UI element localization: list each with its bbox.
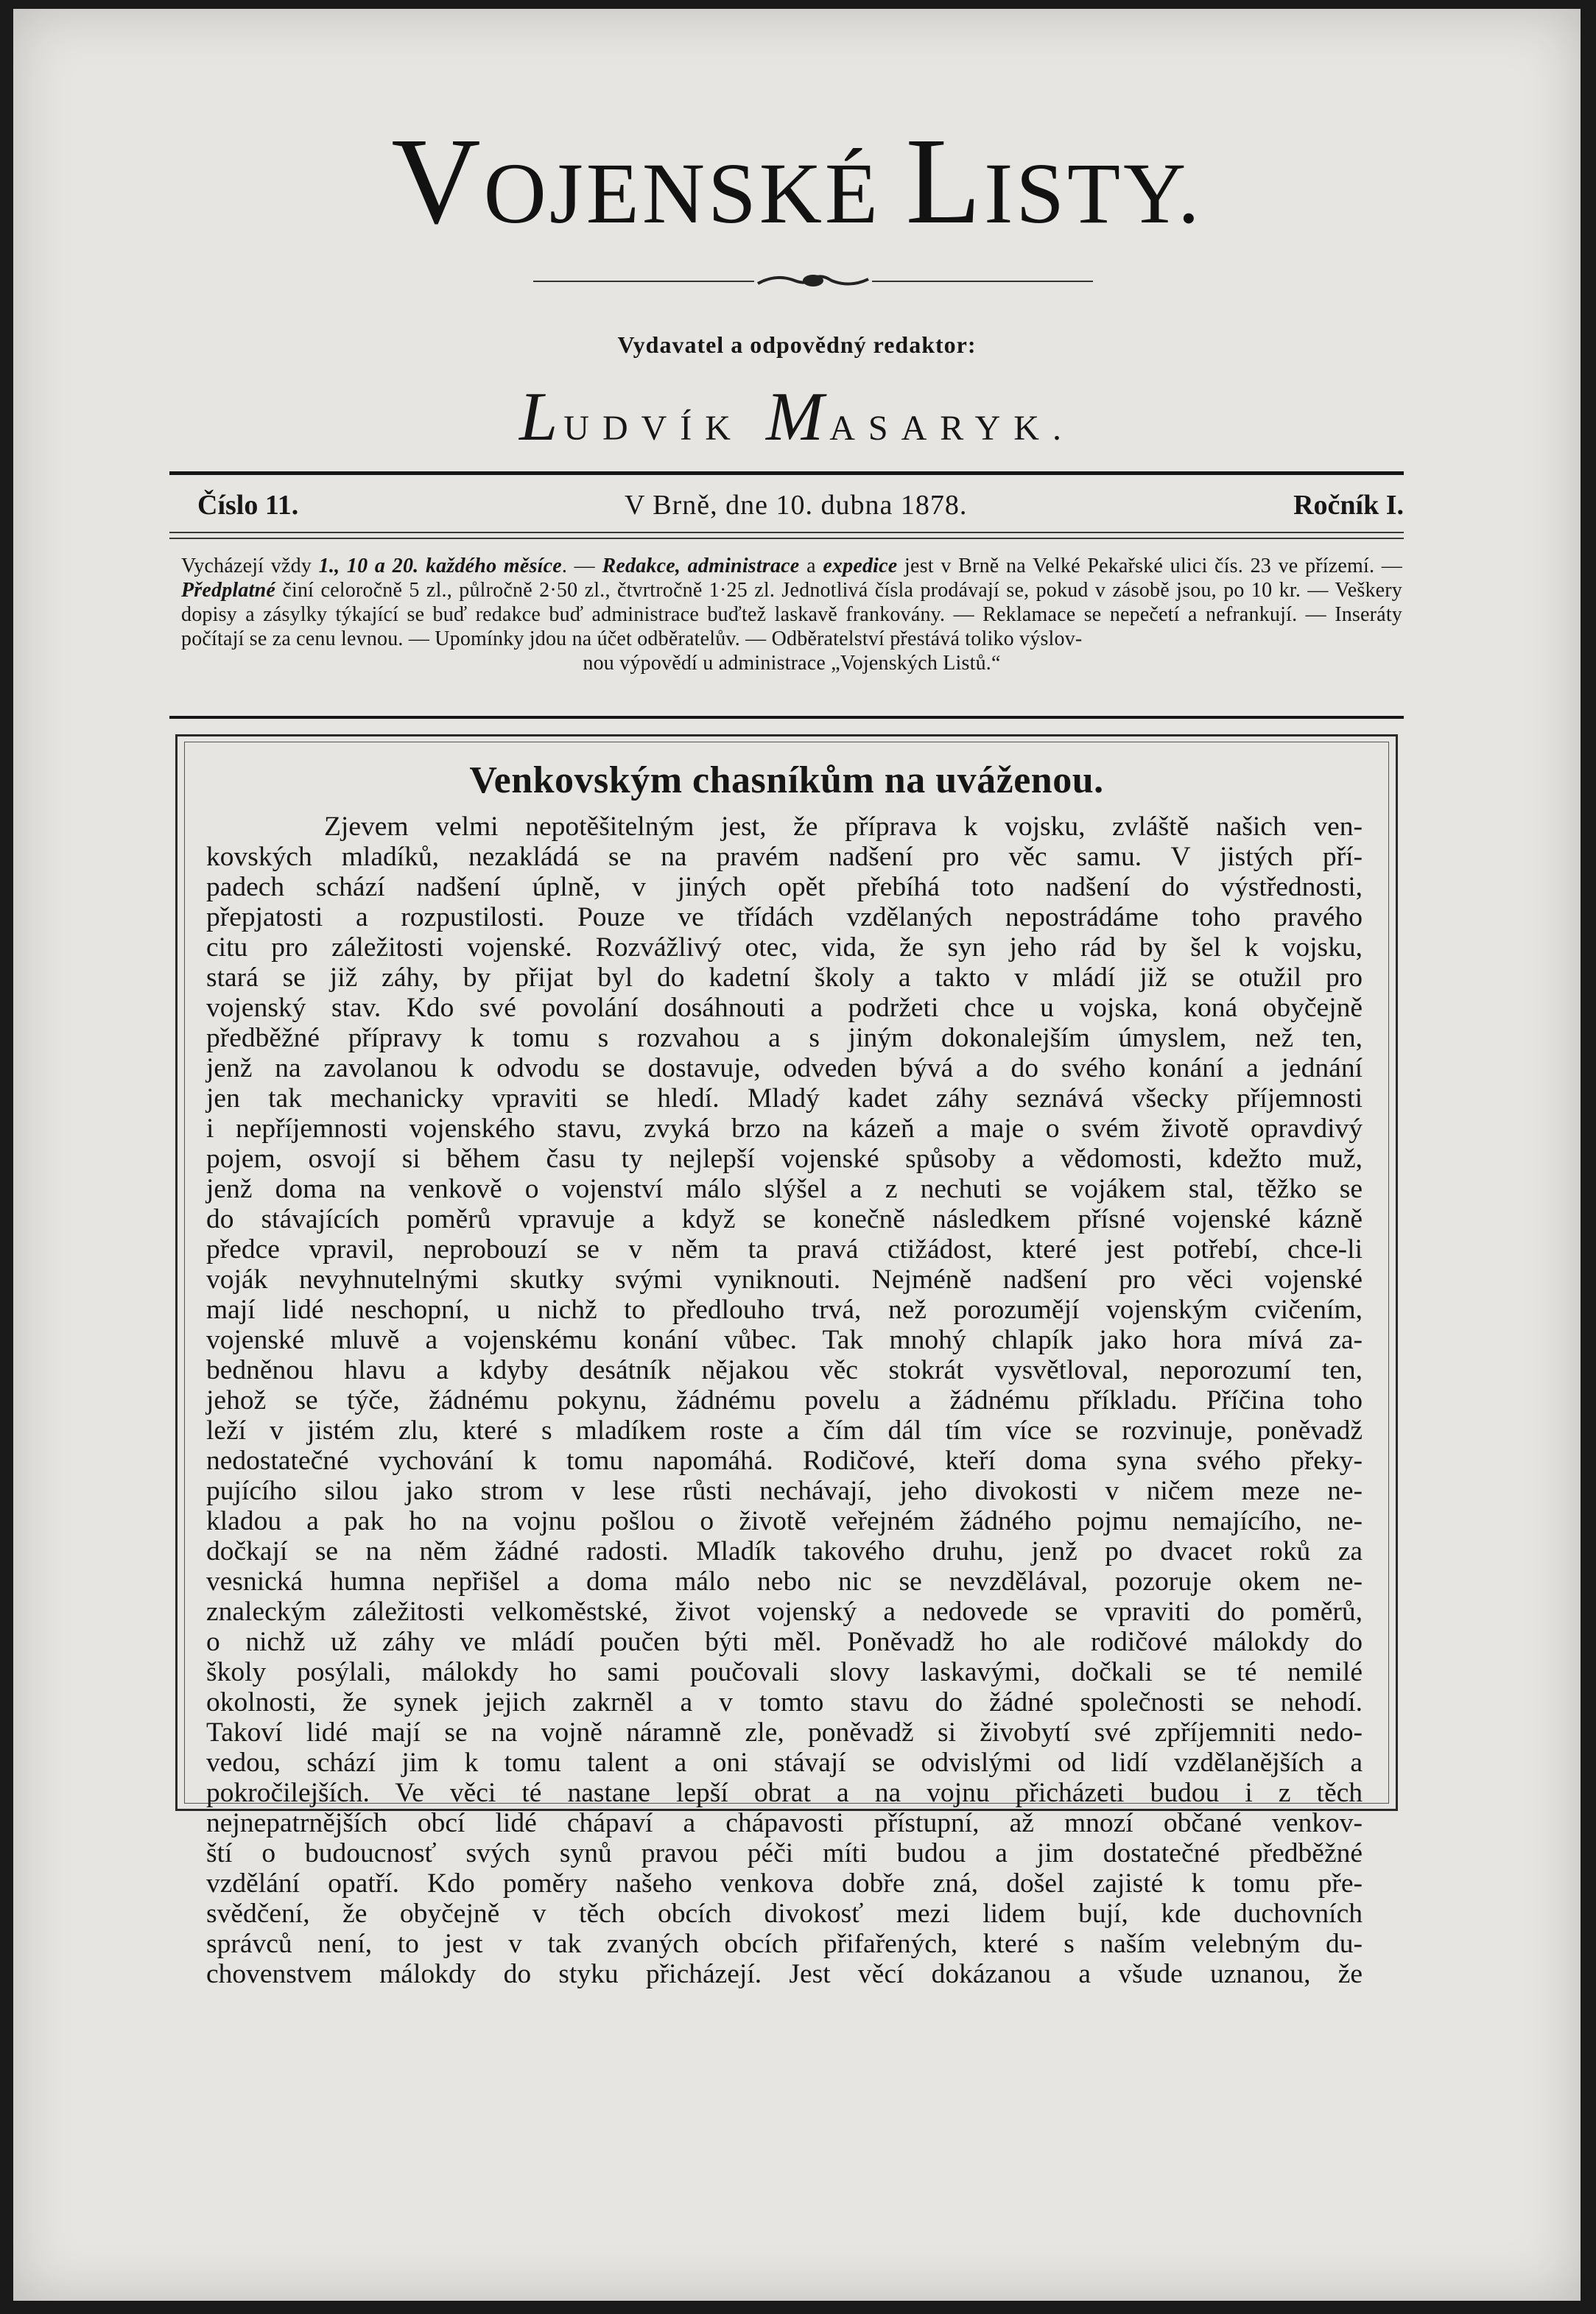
article-line: jenž doma na venkově o vojenství málo slýšel a z nechuti se vojákem stal, těžko se	[206, 1174, 1363, 1204]
article-line: pojem, osvojí si během času ty nejlepší vojenské spůsoby a vědomosti, kdežto muž,	[206, 1144, 1363, 1174]
masthead-title	[13, 113, 1581, 250]
article-line: vesnická humna nepřišel a doma málo nebo nic se nevzdělával, pozoruje okem ne-	[206, 1566, 1363, 1597]
article-title: Venkovským chasníkům na uváženou.	[469, 759, 1104, 801]
article-line: ští o budoucnosť svých synů pravou péči míti budou a jim dostatečné předběžné	[206, 1838, 1363, 1868]
article-line: stará se již záhy, by přijat byl do kadetní školy a takto v mládí již se otužil pro	[206, 963, 1363, 993]
editor-initial-m: M	[765, 379, 830, 455]
notice-paragraph: Vycházejí vždy 1., 10 a 20. každého měsíce. — Redakce, administrace a expedice jest v Brně na Velké Pekařské ulici čís. 23 ve přízemí. — Předplatné činí celoročně 5 zl., půlročně 2·50 zl., čtvrtročně 1·25 zl. Jednotlivá čísla prodávají se, pokud v zásobě jsou, po 10 kr. — Veškery dopisy a zásylky týkající se buď redakce buď administrace buďtež laskavě frankovány. — Reklamace se nepečetí a nefrankují. — Inseráty počítají se za cenu levnou. — Upomínky jdou na účet odběratelův. — Odběratelství přestává toliko výslov-	[181, 555, 1402, 650]
header-rule-middle-2	[169, 538, 1404, 539]
article-line: pokročilejších. Ve věci té nastane lepší obrat a na vojnu přicházeti budou i z těch	[206, 1778, 1363, 1808]
article-line: do stávajících poměrů vpravuje a když se konečně následkem přísné vojenské kázně	[206, 1204, 1363, 1234]
title-word-listy: ISTY.	[984, 145, 1203, 242]
article-line: okolnosti, že synek jejich zakrněl a v tomto stavu do žádné společnosti se nehodí.	[206, 1687, 1363, 1717]
article-line: vedou, schází jim k tomu talent a oni stávají se odvislými od lidí vzdělanějších a	[206, 1748, 1363, 1778]
article-line: předběžné přípravy k tomu s rozvahou a s jiným dokonalejším úmyslem, než ten,	[206, 1023, 1363, 1053]
title-word-vojenske: OJENSKÉ	[483, 145, 882, 242]
article-line: vojenský stav. Kdo své povolání dosáhnouti a podržeti chce u vojska, koná obyčejně	[206, 993, 1363, 1023]
issue-info-row	[197, 489, 1404, 521]
editor-last-name: ASARYK.	[829, 409, 1075, 448]
article-line: jehož se týče, žádnému pokynu, žádnému povelu a žádnému příkladu. Příčina toho	[206, 1385, 1363, 1416]
article-line: voják nevyhnutelnými skutky svými vyniknouti. Nejméně nadšení pro věci vojenské	[206, 1265, 1363, 1295]
article-line: jen tak mechanicky vpraviti se hledí. Mladý kadet záhy seznává všecky příjemnosti	[206, 1083, 1363, 1114]
article-line: svědčení, že obyčejně v těch obcích divokosť mezi lidem bují, kde duchovních	[206, 1899, 1363, 1929]
article-line: vzdělání opatří. Kdo poměry našeho venkova dobře zná, došel zajisté k tomu pře-	[206, 1868, 1363, 1899]
title-initial-l: L	[905, 113, 985, 250]
editor-first-name: UDVÍK	[563, 409, 744, 448]
article-line: nejnepatrnějších obcí lidé chápaví a chápavosti přístupní, až mnozí občané venkov-	[206, 1808, 1363, 1838]
article-line: bedněnou hlavu a kdyby desátník nějakou věc stokrát vysvětloval, neporozumí ten,	[206, 1355, 1363, 1385]
article-line: kladou a pak ho na vojnu pošlou o životě veřejném žádného pojmu nemajícího, ne-	[206, 1506, 1363, 1536]
header-rule-top	[169, 471, 1404, 475]
article-line: dočkají se na něm žádné radosti. Mladík takového druhu, jenž po dvacet roků za	[206, 1536, 1363, 1566]
article-line: vojenské mluvě a vojenskému konání vůbec. Tak mnohý chlapík jako hora mívá za-	[206, 1325, 1363, 1355]
ornament-divider	[533, 270, 1093, 292]
article-line: i nepříjemnosti vojenského stavu, zvyká brzo na kázeň a maje o svém životě opravdivý	[206, 1114, 1363, 1144]
article-body	[206, 812, 1363, 1989]
article-line: citu pro záležitosti vojenské. Rozvážlivý otec, vida, že syn jeho rád by šel k vojsku,	[206, 932, 1363, 963]
article-line: mají lidé neschopní, u nichž to předlouho trvá, než porozumějí vojenským cvičením,	[206, 1295, 1363, 1325]
editor-initial-l: L	[519, 379, 564, 455]
article-line: jenž na zavolanou k odvodu se dostavuje, odveden bývá a do svého konání a jednání	[206, 1053, 1363, 1083]
editor-name	[13, 377, 1581, 457]
article-line: Takoví lidé mají se na vojně náramně zle, poněvadž si živobytí své zpříjemniti nedo-	[206, 1717, 1363, 1748]
article-line: znaleckým záležitosti velkoměstské, život vojenský a nedovede se vpraviti do poměrů,	[206, 1597, 1363, 1627]
volume-number: Ročník I.	[1293, 490, 1404, 521]
article-line: předce vpravil, neprobouzí se v něm ta pravá ctižádost, které jest potřebí, chce-li	[206, 1234, 1363, 1265]
newspaper-page	[13, 9, 1581, 2301]
article-line: správců není, to jest v tak zvaných obcích přifařených, které s naším velebným du-	[206, 1929, 1363, 1959]
article-line: o nichž už záhy ve mládí poučen býti měl. Poněvadž ho ale rodičové málokdy do	[206, 1627, 1363, 1657]
article-line: nedostatečné vychování k tomu napomáhá. Rodičové, kteří doma syna svého překy-	[206, 1446, 1363, 1476]
issue-date: V Brně, dne 10. dubna 1878.	[624, 490, 968, 521]
title-initial-v: V	[391, 113, 484, 250]
article-top-rule	[169, 716, 1404, 719]
article-line: kovských mladíků, nezakládá se na pravém nadšení pro věc samu. V jistých pří-	[206, 842, 1363, 872]
article-line: školy posýlali, málokdy ho sami poučovali slovy laskavými, dočkali se té nemilé	[206, 1657, 1363, 1687]
article-line: chovenstvem málokdy do styku přicházejí. Jest věcí dokázanou a všude uznanou, že	[206, 1959, 1363, 1989]
notice-last-line: nou výpovědí u administrace „Vojenských Listů.“	[583, 652, 1001, 675]
article-line: pujícího silou jako strom v lese růsti nechávají, jeho divokosti v ničem meze ne-	[206, 1476, 1363, 1506]
article-line: Zjevem velmi nepotěšitelným jest, že příprava k vojsku, zvláště našich ven-	[324, 812, 1363, 842]
publisher-label: Vydavatel a odpovědný redaktor:	[617, 331, 977, 358]
header-rule-middle	[169, 532, 1404, 533]
article-line: přepjatosti a rozpustilosti. Pouze ve třídách vzdělaných nepostrádáme toho pravého	[206, 902, 1363, 932]
subscription-notice	[181, 554, 1402, 675]
article-line: leží v jistém zlu, které s mladíkem roste a čím dál tím více se rozvinuje, poněvadž	[206, 1416, 1363, 1446]
article-line: padech schází nadšení úplně, v jiných opět přebíhá toto nadšení do výstřednosti,	[206, 872, 1363, 902]
issue-number: Číslo 11.	[197, 490, 299, 521]
